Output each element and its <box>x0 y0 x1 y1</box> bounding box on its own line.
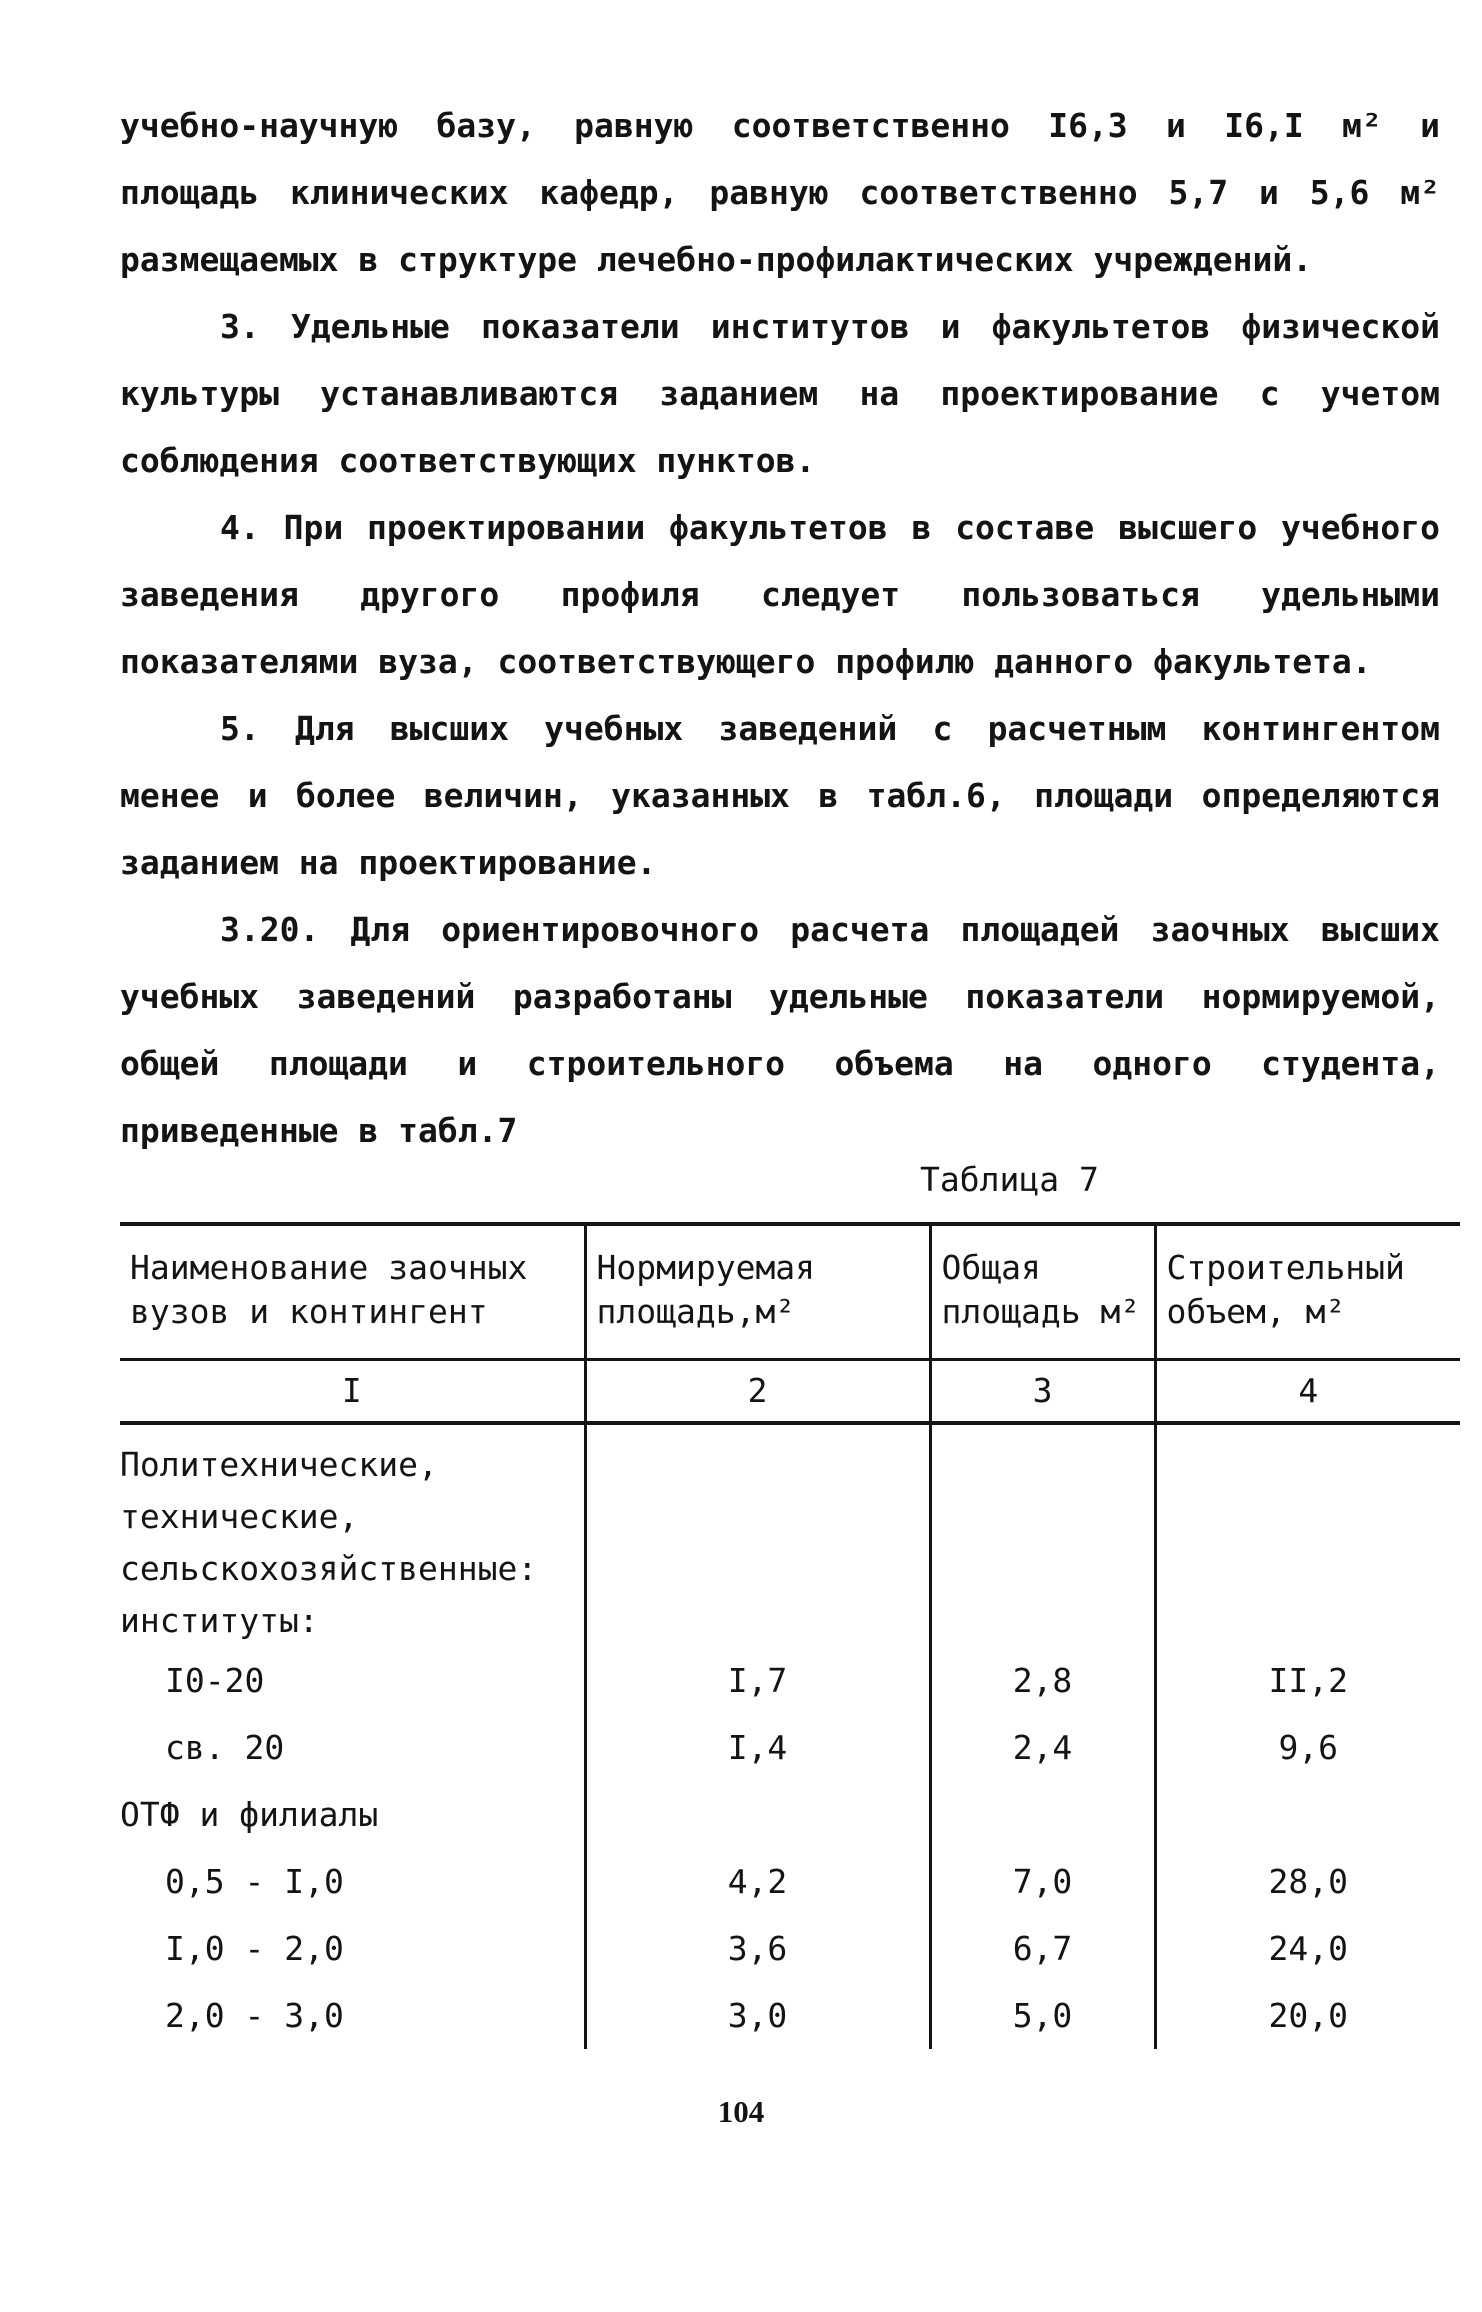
paragraph-3-20: 3.20. Для ориентировочного расчета площадей заочных высших учебных заведений разработаны удельные показатели нормируемой, общей площади и строительного объема на одного студента, приведенные в табл.7 <box>120 910 1460 1150</box>
paragraph-item-4: 4. При проектировании факультетов в составе высшего учебного заведения другого профиля следует пользоваться удельными показателями вуза, соответствующего профилю данного факультета. <box>120 508 1460 681</box>
cell-normalized-area: I,4 <box>585 1714 930 1781</box>
table-row <box>120 1595 1460 1647</box>
table-caption: Таблица 7 <box>920 1160 1099 1199</box>
cell-building-volume: 24,0 <box>1155 1915 1460 1982</box>
cell-normalized-area: 3,0 <box>585 1982 930 2049</box>
table-row <box>120 1781 1460 1848</box>
table-row <box>120 1714 1460 1781</box>
header-building-volume: Строительный объем, м² <box>1155 1224 1460 1360</box>
paragraph-item-3: 3. Удельные показатели институтов и факультетов физической культуры устанавливаются заданием на проектирование с учетом соблюдения соответствующих пунктов. <box>120 307 1460 480</box>
table-row <box>120 1647 1460 1714</box>
cell-total-area: 2,4 <box>930 1714 1155 1781</box>
cell-total-area: 7,0 <box>930 1848 1155 1915</box>
page-number: 104 <box>717 2094 765 2129</box>
subgroup-label: институты: <box>120 1601 319 1640</box>
table-row <box>120 1915 1460 1982</box>
cell-normalized-area: 3,6 <box>585 1915 930 1982</box>
cell-total-area: 5,0 <box>930 1982 1155 2049</box>
row-label: 0,5 - I,0 <box>165 1862 344 1901</box>
col-number: 3 <box>930 1360 1155 1424</box>
header-normalized-area: Нормируемая площадь,м² <box>585 1224 930 1360</box>
table-row <box>120 1423 1460 1595</box>
row-label: св. 20 <box>165 1728 285 1767</box>
cell-normalized-area: I,7 <box>585 1647 930 1714</box>
table-row <box>120 1982 1460 2049</box>
cell-building-volume: II,2 <box>1155 1647 1460 1714</box>
table-row <box>120 1848 1460 1915</box>
row-label: I0-20 <box>165 1661 265 1700</box>
column-number-row <box>120 1360 1460 1424</box>
col-number: 4 <box>1155 1360 1460 1424</box>
paragraph-item-5: 5. Для высших учебных заведений с расчетным контингентом менее и более величин, указанных в табл.6, площади определяются заданием на проектирование. <box>120 709 1460 882</box>
row-label: I,0 - 2,0 <box>165 1929 344 1968</box>
header-total-area: Общая площадь м² <box>930 1224 1155 1360</box>
cell-total-area: 6,7 <box>930 1915 1155 1982</box>
cell-building-volume: 9,6 <box>1155 1714 1460 1781</box>
col-number: I <box>120 1360 585 1424</box>
table-header-row <box>120 1224 1460 1360</box>
cell-building-volume: 28,0 <box>1155 1848 1460 1915</box>
cell-total-area: 2,8 <box>930 1647 1155 1714</box>
cell-normalized-area: 4,2 <box>585 1848 930 1915</box>
header-name: Наименование заочных вузов и контингент <box>120 1224 585 1360</box>
cell-building-volume: 20,0 <box>1155 1982 1460 2049</box>
row-label: 2,0 - 3,0 <box>165 1996 344 2035</box>
paragraph-continuation: учебно-научную базу, равную соответственно I6,3 и I6,I м² и площадь клинических кафедр, равную соответственно 5,7 и 5,6 м² размещаемых в структуре лечебно-профилактических учреждений. <box>120 106 1460 279</box>
table-7 <box>120 1222 1460 2049</box>
col-number: 2 <box>585 1360 930 1424</box>
group-label: Политехнические, технические, сельскохозяйственные: <box>120 1445 538 1588</box>
subgroup-label: ОТФ и филиалы <box>120 1795 379 1834</box>
